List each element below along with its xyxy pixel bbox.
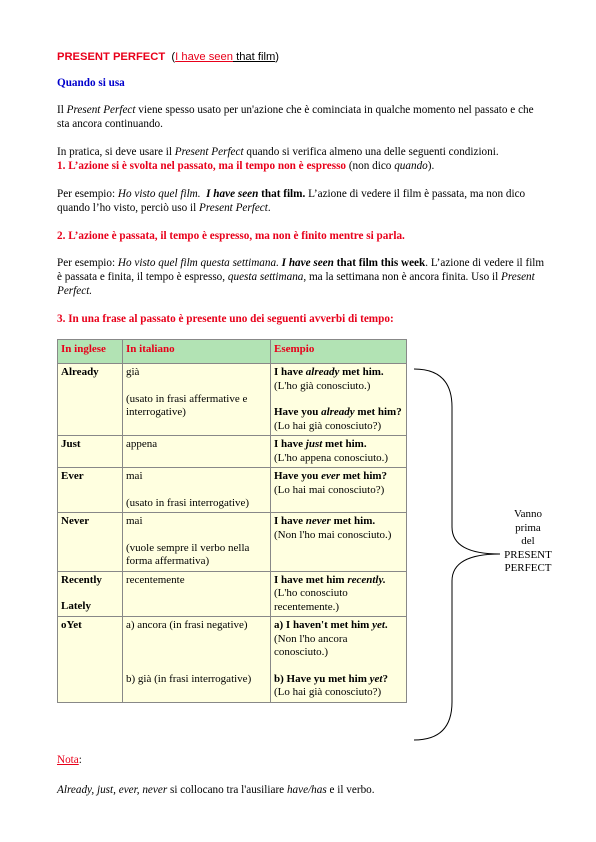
intro-paragraph-1	[57, 103, 547, 131]
cell-example	[271, 364, 407, 436]
condition-2-heading: 2. L’azione è passata, il tempo è espresso, ma non è finito mentre si parla.	[57, 230, 405, 242]
example-sentence	[274, 619, 403, 633]
ex-part: met him?	[340, 470, 388, 482]
english-main: Recently	[61, 573, 102, 586]
cond1-ex-end: .	[267, 202, 271, 214]
example-sentence	[274, 366, 403, 380]
example-sentence	[274, 406, 403, 420]
intro-paragraph-2	[57, 145, 547, 159]
cell-italian: recentemente	[123, 571, 271, 617]
condition-1-tail-a: (non dico	[346, 160, 395, 172]
cond2-ex-term: Present Perfect.	[57, 271, 535, 297]
cond1-ex-a: Per esempio:	[57, 188, 118, 200]
example-translation: (L'ho già conosciuto.)	[274, 379, 371, 392]
example-translation: (L'ho conosciuto recentemente.)	[274, 587, 348, 613]
example-sentence	[274, 438, 403, 452]
condition-1-tail-b: ).	[427, 160, 435, 172]
nota-heading	[57, 754, 82, 766]
ex-part: .	[384, 619, 388, 631]
cell-english	[58, 571, 123, 617]
table-row	[58, 513, 407, 572]
nota-text	[57, 784, 375, 796]
cell-italian	[123, 468, 271, 513]
italian-note: (vuole sempre il verbo nella forma affermativa)	[126, 541, 250, 567]
nota-label: Nota	[57, 754, 79, 766]
italian-alt: b) già (in frasi interrogative)	[126, 672, 252, 685]
bracket-note-line: PRESENT	[504, 548, 552, 561]
title-example-black: that film	[232, 51, 276, 63]
cell-english: Ever	[58, 468, 123, 513]
example-sentence	[274, 574, 403, 588]
title-paren-close: )	[275, 51, 279, 63]
intro-p1-term: Present Perfect	[66, 104, 136, 116]
table-row	[58, 617, 407, 703]
cond2-ex-explain-a: . L’azione di vedere il film è passata e finita, il tempo è espresso,	[57, 257, 545, 283]
italian-note: (usato in frasi interrogative)	[126, 496, 250, 509]
ex-part: I have met him	[274, 573, 348, 586]
ex-adverb: yet	[369, 672, 383, 685]
cond2-ex-italian: Ho visto quel film questa settimana.	[117, 257, 279, 269]
table-row	[58, 364, 407, 436]
italian-main: a) ancora (in frasi negative)	[126, 619, 248, 631]
nota-text-a: si collocano tra l'ausiliare	[167, 784, 287, 796]
example-translation: (Lo hai già conosciuto?)	[274, 419, 382, 432]
bracket-note	[498, 508, 558, 576]
cell-italian	[123, 617, 271, 703]
cell-english: Already	[58, 364, 123, 436]
cond2-ex-explain-b: , ma la settimana non è ancora finita. Uso il	[303, 271, 501, 283]
cell-english: Just	[58, 436, 123, 468]
ex-adverb: never	[305, 515, 331, 527]
header-example: Esempio	[271, 340, 407, 364]
nota-colon: :	[78, 754, 82, 766]
italian-note: (usato in frasi affermative e interrogative)	[126, 392, 248, 418]
condition-3-heading: 3. In una frase al passato è presente uno dei seguenti avverbi di tempo:	[57, 313, 394, 325]
condition-1-example	[57, 187, 547, 215]
page-title	[57, 50, 547, 64]
bracket-note-line: PERFECT	[504, 562, 552, 574]
example-translation: (Lo hai già conosciuto?)	[274, 686, 382, 698]
cond1-ex-explain: L’azione di vedere il film è passata, ma non dico quando l’ho visto, perciò uso il	[57, 188, 526, 214]
cell-italian: appena	[123, 436, 271, 468]
title-main: PRESENT PERFECT	[57, 51, 166, 63]
english-alt: Lately	[61, 600, 91, 612]
bracket-note-line: del	[521, 535, 535, 547]
ex-adverb: already	[305, 366, 340, 378]
ex-part: Have you	[274, 470, 322, 482]
example-translation: (Non l'ho mai conosciuto.)	[274, 528, 392, 541]
cond1-ex-en-em: I have seen	[206, 188, 259, 200]
condition-1-heading	[57, 159, 547, 173]
example-sentence	[274, 673, 403, 687]
example-translation: (Non l'ho ancora conosciuto.)	[274, 632, 348, 658]
example-translation: (Lo hai mai conosciuto?)	[274, 483, 385, 496]
table-row	[58, 468, 407, 513]
adverbs-table	[57, 339, 407, 703]
italian-main: mai	[126, 470, 143, 482]
intro-p1-text-b: viene spesso usato per un'azione che è cominciata in qualche momento nel passato e che sta ancora continuando.	[57, 104, 534, 130]
nota-adverbs: Already, just, ever, never	[57, 784, 168, 796]
intro-p1-text-a: Il	[57, 104, 67, 116]
table-row	[58, 571, 407, 617]
cell-english: Never	[58, 513, 123, 572]
ex-part: met him?	[354, 406, 402, 418]
cond1-ex-italian: Ho visto quel film.	[117, 188, 201, 200]
ex-adverb: ever	[321, 470, 340, 482]
example-sentence	[274, 470, 403, 484]
cond2-ex-en: that film this week	[333, 257, 426, 269]
bracket-note-line: Vanno	[513, 508, 543, 520]
ex-adverb: just	[305, 438, 323, 450]
cell-example	[271, 468, 407, 513]
condition-1-tail-em: quando	[394, 160, 428, 172]
ex-part: I have	[274, 438, 306, 450]
ex-part: met him.	[339, 366, 384, 378]
cond1-ex-term: Present Perfect	[199, 202, 268, 214]
italian-main: mai	[126, 515, 143, 527]
ex-part: I have	[274, 366, 306, 378]
cond2-ex-a: Per esempio:	[57, 257, 118, 269]
example-sentence	[274, 515, 403, 529]
ex-part: a) I haven't met him	[274, 619, 373, 631]
cell-example	[271, 436, 407, 468]
title-paren-open: (	[171, 51, 176, 63]
nota-auxiliary: have/has	[286, 784, 327, 796]
section-heading: Quando si usa	[57, 77, 125, 89]
italian-main: già	[126, 366, 140, 378]
table-row	[58, 436, 407, 468]
ex-part: ?	[382, 672, 388, 685]
ex-adverb: recently.	[347, 573, 386, 586]
condition-1-title: 1. L’azione si è svolta nel passato, ma il tempo non è espresso	[57, 160, 347, 172]
header-english: In inglese	[58, 340, 123, 364]
example-translation: (L'ho appena conosciuto.)	[274, 451, 389, 464]
header-italian: In italiano	[123, 340, 271, 364]
ex-part: I have	[274, 515, 306, 527]
cell-italian	[123, 513, 271, 572]
intro-p2-text-a: In pratica, si deve usare il	[57, 146, 175, 158]
cell-example	[271, 571, 407, 617]
cell-example	[271, 617, 407, 703]
ex-part: met him.	[330, 515, 376, 527]
cond2-ex-em: questa settimana	[227, 271, 304, 283]
nota-text-b: e il verbo.	[326, 784, 375, 796]
ex-adverb: already	[321, 406, 355, 418]
intro-p2-term: Present Perfect	[174, 146, 244, 158]
condition-2-example	[57, 256, 547, 298]
cond1-ex-en: that film.	[258, 188, 306, 200]
curly-bracket	[412, 367, 502, 742]
ex-part: Have you	[274, 406, 322, 418]
table-header-row	[58, 340, 407, 364]
ex-part: met him.	[322, 438, 367, 450]
ex-adverb: yet	[372, 619, 385, 631]
cell-italian	[123, 364, 271, 436]
intro-p2-text-b: quando si verifica almeno una delle seguenti condizioni.	[243, 146, 499, 158]
cell-english: oYet	[58, 617, 123, 703]
ex-part: b) Have yu met him	[274, 672, 370, 685]
bracket-note-line: prima	[515, 521, 541, 534]
cond2-ex-en-em: I have seen	[281, 257, 334, 269]
title-example-red: I have seen	[175, 51, 233, 63]
cell-example	[271, 513, 407, 572]
